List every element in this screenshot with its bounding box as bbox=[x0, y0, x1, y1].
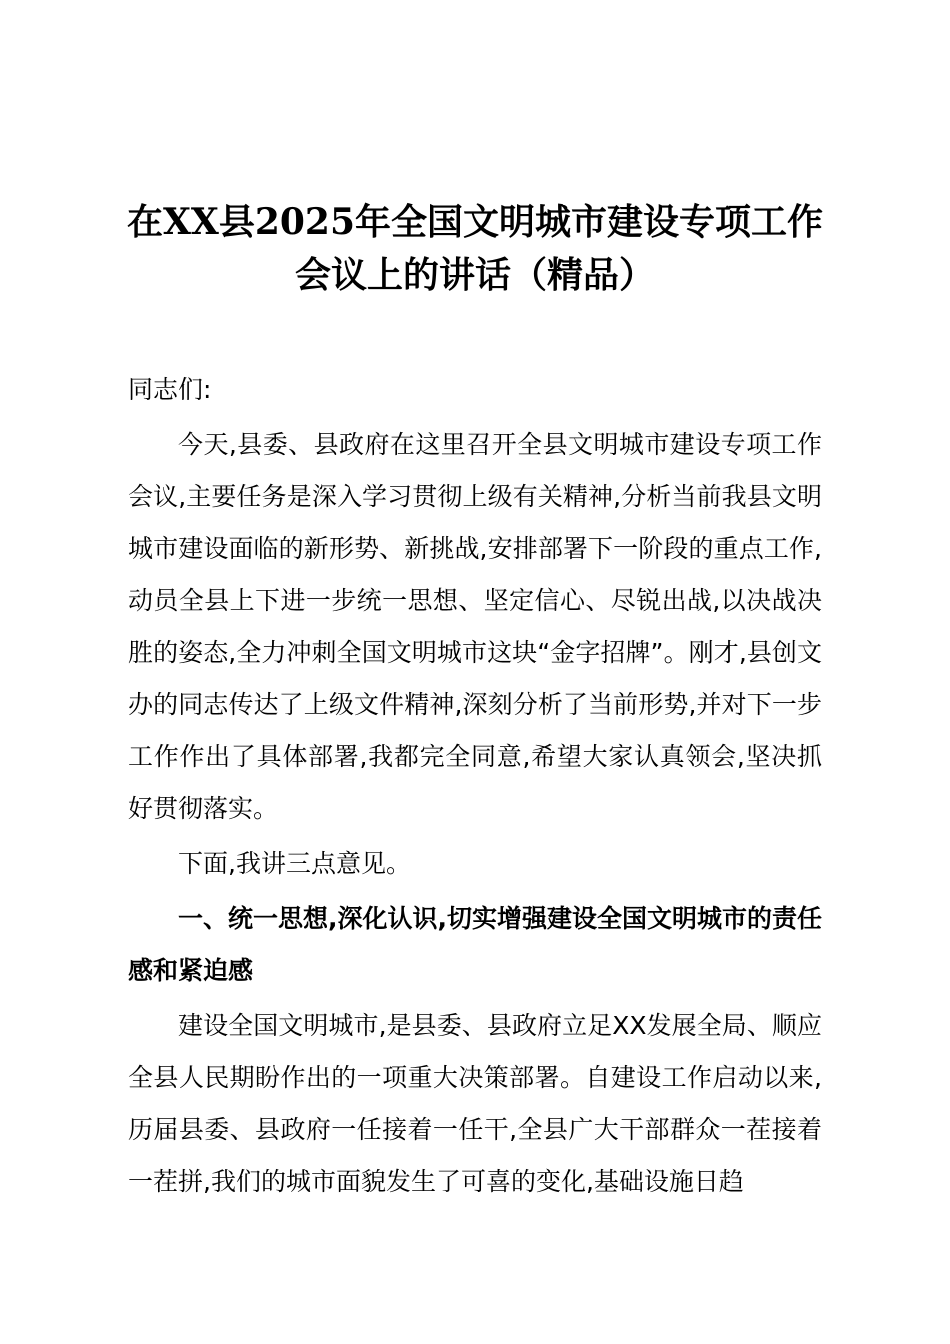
greeting: 同志们: bbox=[128, 375, 212, 404]
section-paragraph: 建设全国文明城市,是县委、县政府立足XX发展全局、顺应全县人民期盼作出的一项重大决策部署。自建设工作启动以来,历届县委、县政府一任接着一任干,全县广大干部群众一茬接着一茬拼,我们的城市面貌发生了可喜的变化,基础设施日趋 bbox=[128, 1011, 822, 1196]
document-body bbox=[128, 364, 822, 1211]
paragraph-intro: 今天,县委、县政府在这里召开全县文明城市建设专项工作会议,主要任务是深入学习贯彻上级有关精神,分析当前我县文明城市建设面临的新形势、新挑战,安排部署下一阶段的重点工作,动员全县上下进一步统一思想、坚定信心、尽锐出战,以决战决胜的姿态,全力冲刺全国文明城市这块“金字招牌”。刚才,县创文办的同志传达了上级文件精神,深刻分析了当前形势,并对下一步工作作出了具体部署,我都完全同意,希望大家认真领会,坚决抓好贯彻落实。 bbox=[128, 430, 822, 823]
paragraph-outline: 下面,我讲三点意见。 bbox=[178, 849, 411, 878]
document-title: 在XX县2025年全国文明城市建设专项工作会议上的讲话（精品） bbox=[126, 201, 824, 296]
section-heading: 一、统一思想,深化认识,切实增强建设全国文明城市的责任感和紧迫感 bbox=[128, 904, 822, 985]
